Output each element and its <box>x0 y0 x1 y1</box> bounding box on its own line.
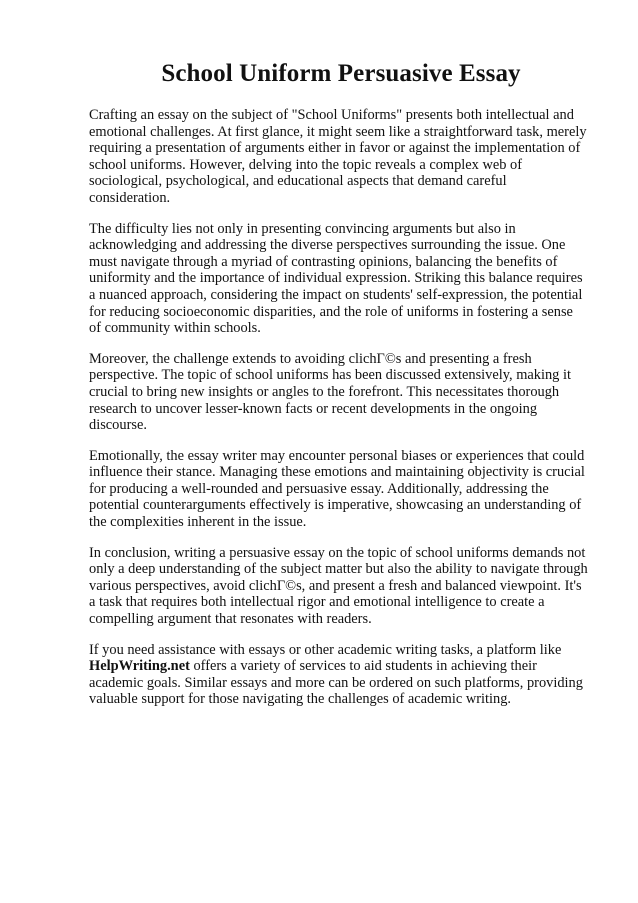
document-title: School Uniform Persuasive Essay <box>161 60 521 87</box>
closing-text-before: If you need assistance with essays or other academic writing tasks, a platform like <box>89 641 562 658</box>
closing-text-after: offers a variety of services to aid students in achieving their academic goals. Similar essays and more can be ordered on such platforms, providing valuable support for those navigating the challenges of academic writing. <box>89 658 583 708</box>
brand-name: HelpWriting.net <box>89 658 190 675</box>
paragraph-cliches: Moreover, the challenge extends to avoiding clichГ©s and presenting a fresh perspective. The topic of school uniforms has been discussed extensively, making it crucial to bring new insights or angles to the forefront. This necessitates thorough research to uncover lesser-known facts or recent developments in the ongoing discourse. <box>89 350 571 434</box>
paragraph-closing <box>89 642 588 708</box>
paragraph-difficulty: The difficulty lies not only in presenting convincing arguments but also in acknowledging and addressing the diverse perspectives surrounding the issue. One must navigate through a myriad of contrasting opinions, balancing the benefits of uniformity and the importance of individual expression. Striking this balance requires a nuanced approach, considering the impact on students' self-expression, the potential for reducing socioeconomic disparities, and the role of uniforms in fostering a sense of community within schools. <box>89 220 583 337</box>
paragraph-conclusion: In conclusion, writing a persuasive essay on the topic of school uniforms demands not only a deep understanding of the subject matter but also the ability to navigate through various perspectives, avoid clichГ©s, and present a fresh and balanced viewpoint. It's a task that requires both intellectual rigor and emotional intelligence to create a compelling argument that resonates with readers. <box>89 544 588 628</box>
paragraph-emotions: Emotionally, the essay writer may encounter personal biases or experiences that could influence their stance. Managing these emotions and maintaining objectivity is crucial for producing a well-rounded and persuasive essay. Additionally, addressing the potential counterarguments effectively is imperative, showcasing an understanding of the complexities inherent in the issue. <box>89 447 585 531</box>
paragraph-intro: Crafting an essay on the subject of "School Uniforms" presents both intellectual and emotional challenges. At first glance, it might seem like a straightforward task, merely requiring a presentation of arguments either in favor or against the implementation of school uniforms. However, delving into the topic reveals a complex web of sociological, psychological, and educational aspects that demand careful consideration. <box>89 107 587 206</box>
